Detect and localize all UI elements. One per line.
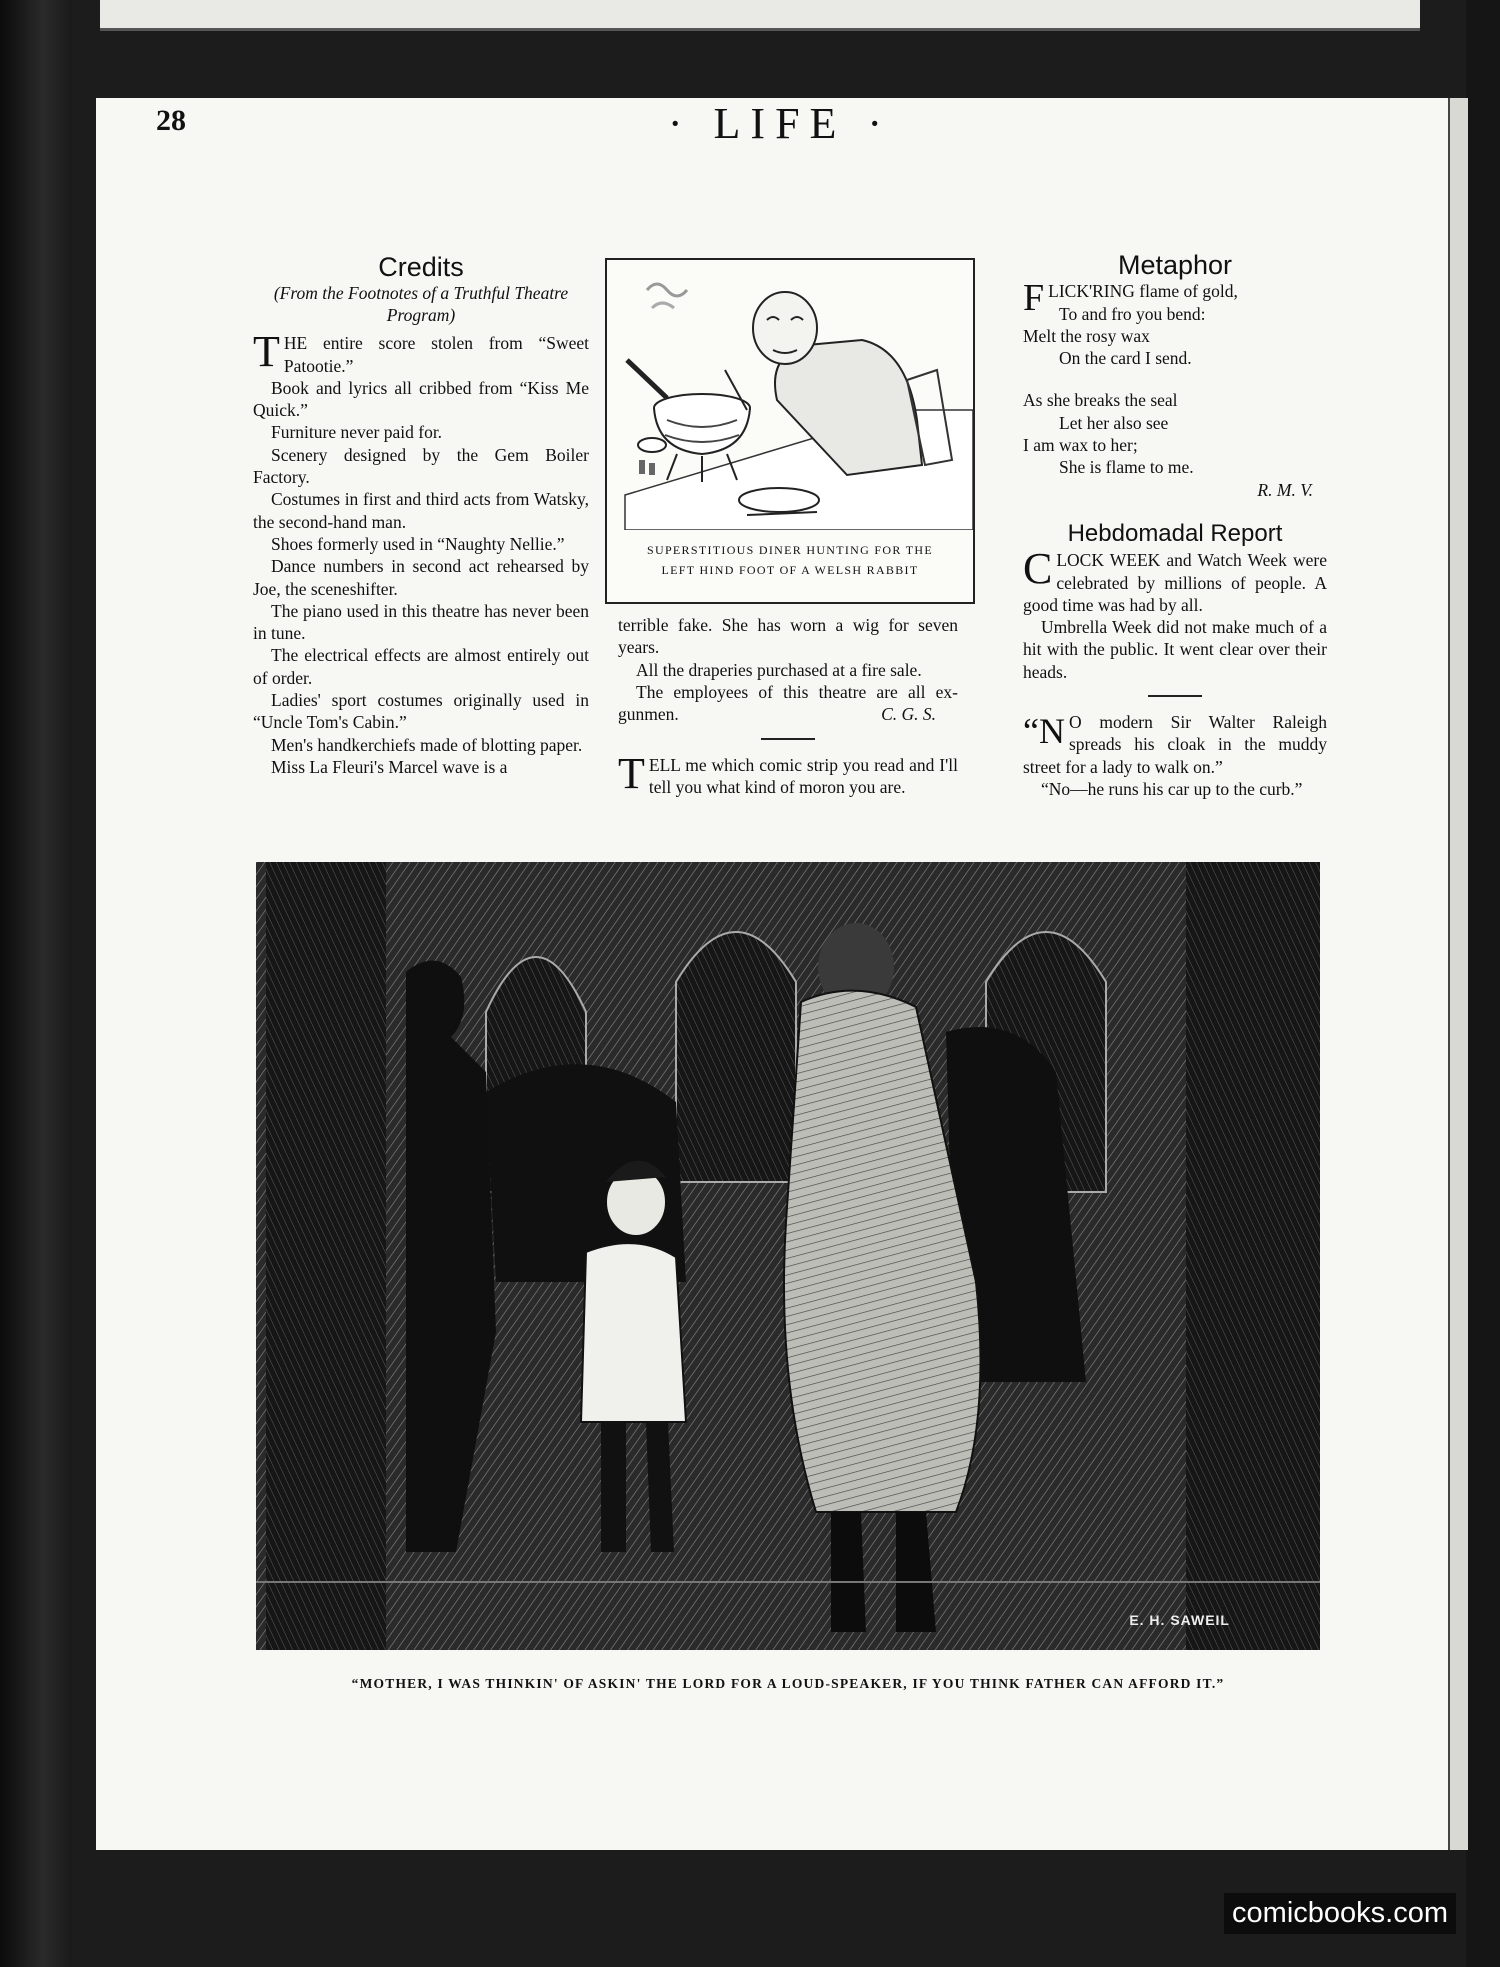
raleigh-para: O modern Sir Walter Raleigh spreads his cloak in the muddy street for a lady to walk on.” — [1023, 712, 1327, 777]
credits-para: The piano used in this theatre has never been in tune. — [253, 600, 589, 644]
credits-para: All the draperies purchased at a fire sale. — [636, 659, 922, 680]
credits-para: The electrical effects are almost entirely out of order. — [253, 645, 589, 688]
raleigh-reply: “No—he runs his car up to the curb.” — [1041, 778, 1303, 799]
artist-signature: E. H. SAWEIL — [1129, 1612, 1230, 1628]
poem-line: On the card I send. — [1059, 348, 1192, 369]
report-para: Umbrella Week did not make much of a hit with the public. It went clear over their heads. — [1023, 617, 1327, 682]
scan-right-edge — [1466, 0, 1500, 1967]
tell-dropcap: T — [618, 748, 645, 798]
credits-para: Costumes in first and third acts from Watsky, the second-hand man. — [253, 489, 589, 532]
credits-para: Book and lyrics all cribbed from “Kiss Me Quick.” — [253, 377, 589, 421]
credits-subtitle: (From the Footnotes of a Truthful Theatre Program) — [273, 283, 569, 326]
credits-para: Men's handkerchiefs made of blotting paper. — [271, 734, 583, 755]
poem-line: I am wax to her; — [1023, 435, 1138, 456]
binding-strip — [1448, 98, 1468, 1850]
middle-column — [618, 614, 958, 798]
poem-line: To and fro you bend: — [1059, 303, 1206, 324]
credits-para: Furniture never paid for. — [271, 422, 443, 443]
credits-para: The employees of this theatre are all ex-gunmen. — [618, 681, 958, 725]
cartoon-caption-line: LEFT HIND FOOT OF A WELSH RABBIT — [661, 563, 919, 577]
credits-dropcap: T — [253, 327, 280, 377]
credits-para: Ladies' sport costumes originally used in “Uncle Tom's Cabin.” — [253, 690, 589, 733]
poem-line: LICK'RING flame of gold, — [1048, 281, 1238, 302]
report-dropcap: C — [1023, 544, 1053, 594]
divider-rule — [1148, 695, 1202, 697]
cartoon-caption-line: SUPERSTITIOUS DINER HUNTING FOR THE — [647, 543, 933, 557]
poem-line: She is flame to me. — [1059, 457, 1194, 478]
report-title: Hebdomadal Report — [1067, 519, 1283, 547]
illustration-caption: “MOTHER, I WAS THINKIN' OF ASKIN' THE LORD FOR A LOUD-SPEAKER, IF YOU THINK FATHER CAN AFFORD IT.” — [351, 1676, 1225, 1691]
divider-rule — [761, 738, 815, 740]
page-number: 28 — [156, 104, 186, 137]
right-column — [1023, 250, 1327, 800]
metaphor-poem — [1023, 277, 1327, 501]
scan-left-edge — [0, 0, 72, 1967]
metaphor-title: Metaphor — [1117, 250, 1233, 280]
church-scene — [256, 862, 1320, 1650]
credits-para: Dance numbers in second act rehearsed by Joe, the sceneshifter. — [253, 556, 589, 599]
credits-column — [253, 252, 589, 778]
masthead: · LIFE · — [667, 99, 893, 148]
credits-continued: terrible fake. She has worn a wig for seven years. — [618, 615, 958, 658]
metaphor-dropcap: F — [1023, 277, 1045, 320]
tell-paragraph: ELL me which comic strip you read and I'll tell you what kind of moron you are. — [648, 754, 958, 798]
poem-line: Melt the rosy wax — [1023, 325, 1150, 346]
poem-line: Let her also see — [1059, 412, 1169, 433]
credits-para: Shoes formerly used in “Naughty Nellie.” — [271, 533, 565, 554]
metaphor-signature: R. M. V. — [1257, 479, 1313, 500]
church-illustration — [256, 862, 1320, 1650]
previous-page-edge — [100, 0, 1420, 31]
raleigh-dropcap: “N — [1023, 711, 1065, 752]
credits-para: Miss La Fleuri's Marcel wave is a — [271, 756, 508, 777]
credits-first-para: HE entire score stolen from “Sweet Patootie.” — [283, 333, 589, 376]
credits-para: Scenery designed by the Gem Boiler Factory. — [253, 444, 589, 488]
watermark: comicbooks.com — [1224, 1893, 1456, 1934]
diner-illustration — [607, 260, 973, 530]
cartoon-caption — [607, 540, 973, 580]
credits-title: Credits — [378, 252, 464, 282]
poem-line: As she breaks the seal — [1023, 390, 1178, 411]
credits-signature: C. G. S. — [881, 704, 936, 725]
report-first-para: LOCK WEEK and Watch Week were celebrated by millions of people. A good time was had by all. — [1023, 550, 1327, 615]
diner-cartoon — [605, 258, 975, 604]
